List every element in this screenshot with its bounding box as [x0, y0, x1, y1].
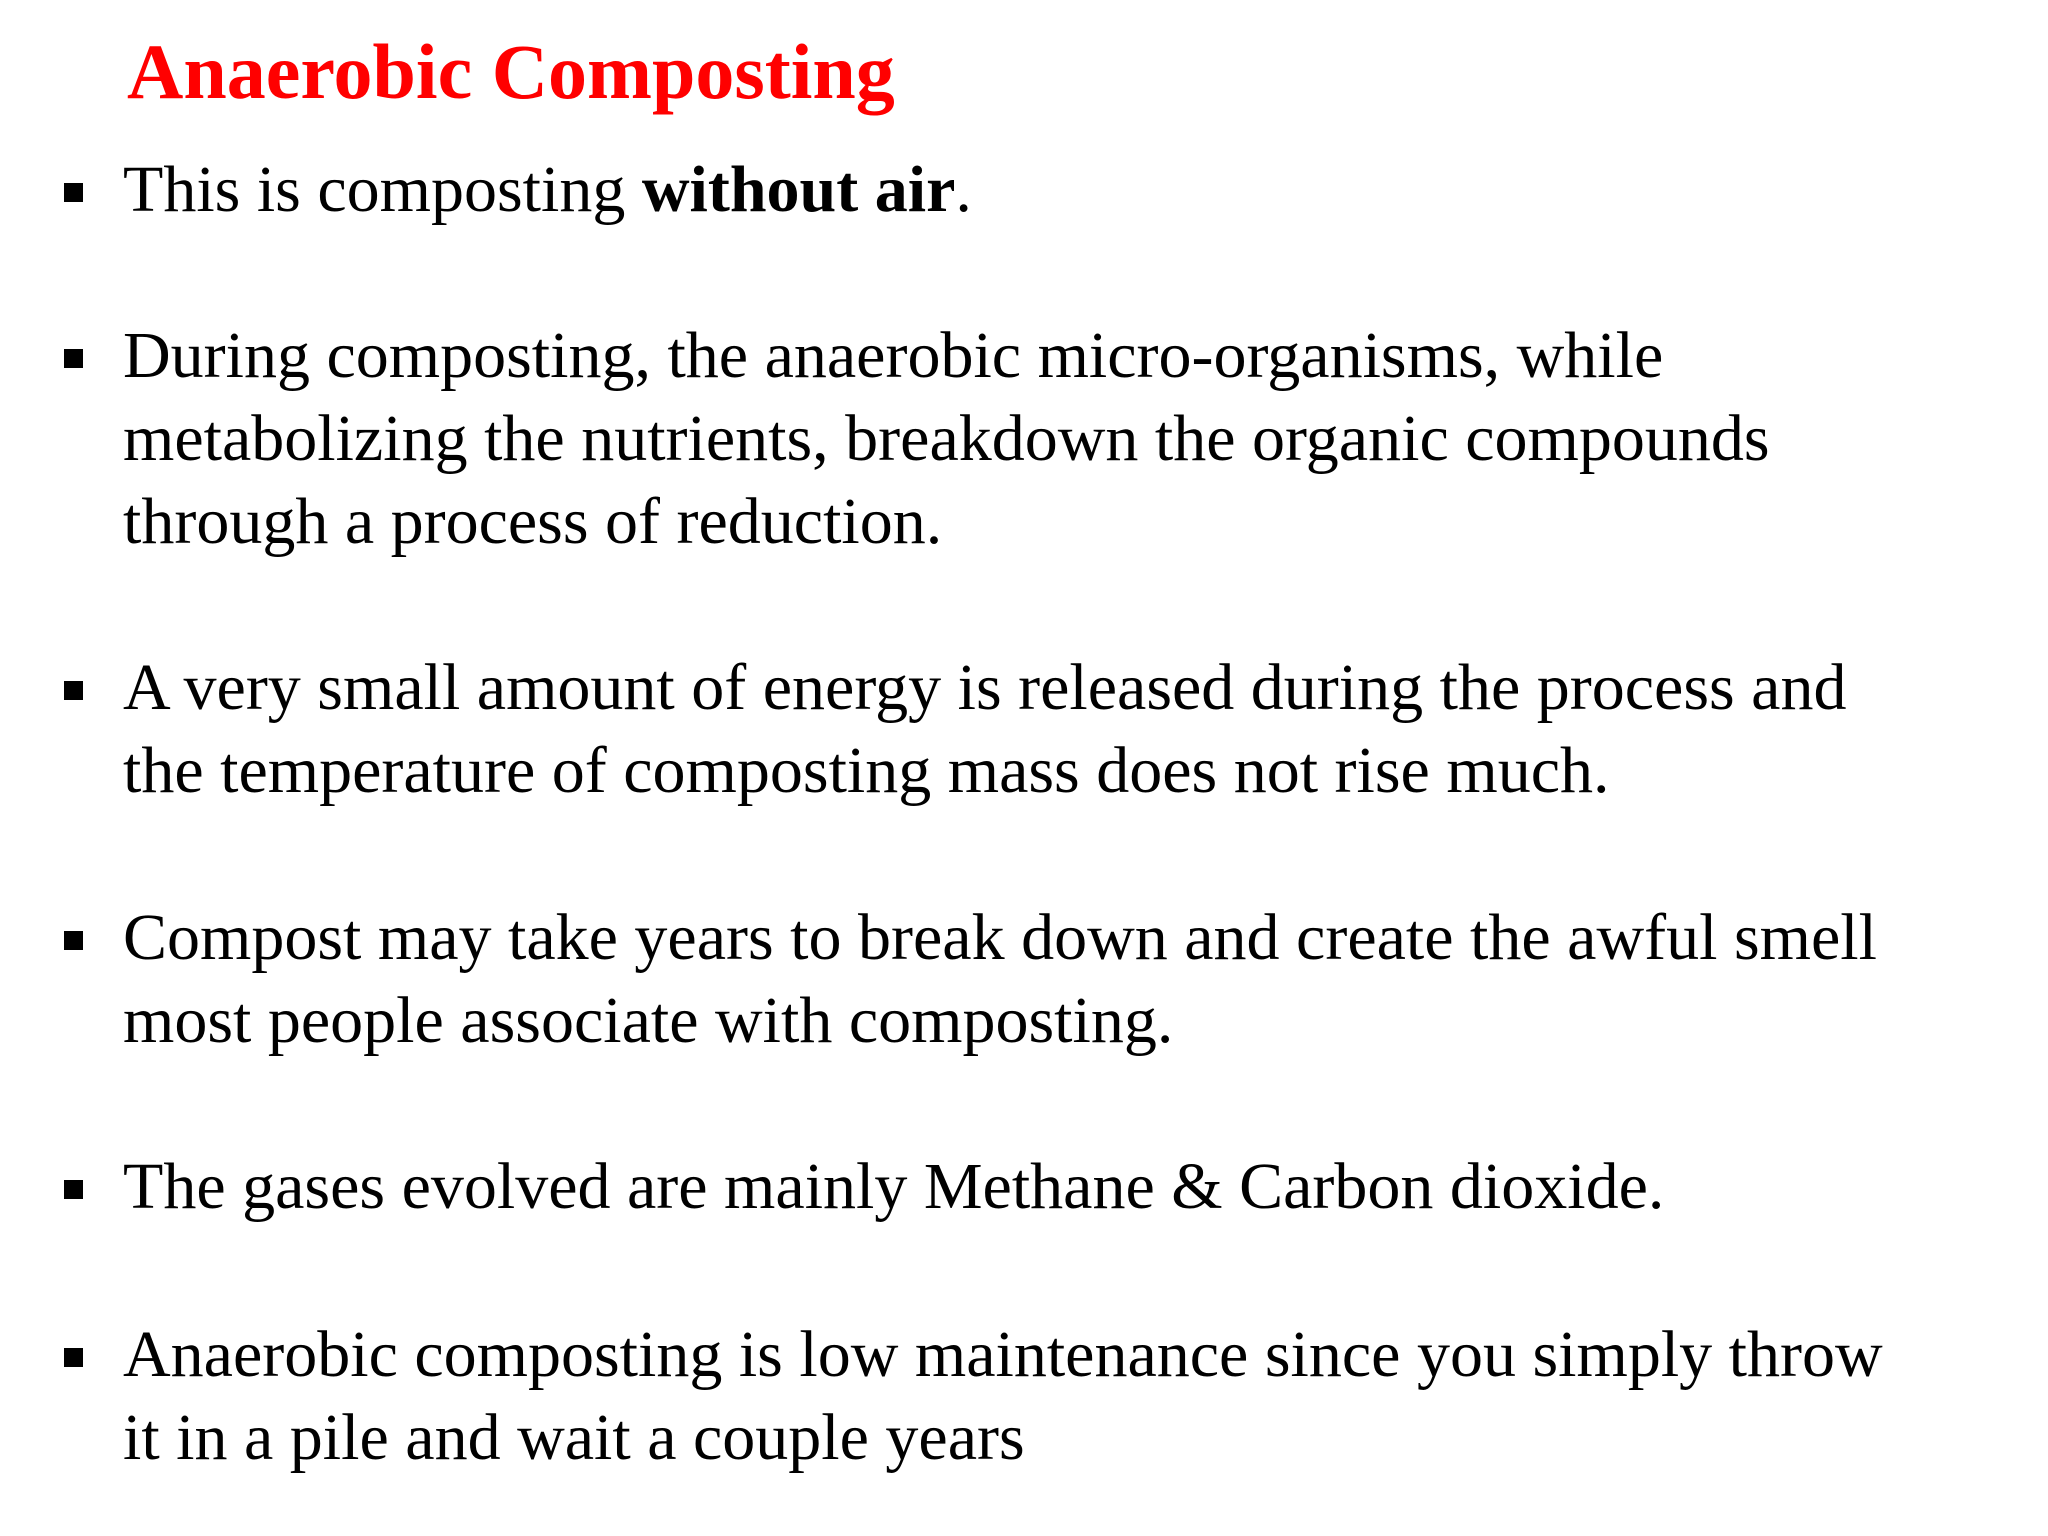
bullet-text: [123, 1145, 2023, 1228]
bullet-text: [123, 314, 2023, 563]
bullet-text-line: The gases evolved are mainly Methane & Carbon dioxide.: [123, 1150, 1665, 1223]
bullet-text-line: A very small amount of energy is released during the process and: [123, 651, 1847, 724]
bullet-text: [123, 1313, 2023, 1479]
square-bullet-icon: [64, 681, 83, 700]
bullet-text-line: During composting, the anaerobic micro-organisms, while: [123, 319, 1664, 392]
bullet-text-emphasis: without air: [641, 153, 956, 226]
bullet-text: [123, 148, 2023, 231]
square-bullet-icon: [64, 931, 83, 950]
square-bullet-icon: [64, 183, 83, 202]
bullet-text-segment: This is composting: [123, 153, 642, 226]
slide-title: Anaerobic Composting: [127, 28, 895, 115]
bullet-text-segment: .: [955, 153, 972, 226]
bullet-text-line: it in a pile and wait a couple years: [123, 1401, 1025, 1474]
bullet-text: [123, 896, 2023, 1062]
bullet-text-line: the temperature of composting mass does not rise much.: [123, 734, 1610, 807]
bullet-text-line: Anaerobic composting is low maintenance since you simply throw: [123, 1318, 1883, 1391]
bullet-text-line: through a process of reduction.: [123, 485, 943, 558]
square-bullet-icon: [64, 1348, 83, 1367]
bullet-text-line: metabolizing the nutrients, breakdown the organic compounds: [123, 402, 1770, 475]
bullet-text: [123, 646, 2023, 812]
bullet-text-line: Compost may take years to break down and create the awful smell: [123, 901, 1877, 974]
square-bullet-icon: [64, 1180, 83, 1199]
bullet-text-line: most people associate with composting.: [123, 984, 1174, 1057]
square-bullet-icon: [64, 349, 83, 368]
